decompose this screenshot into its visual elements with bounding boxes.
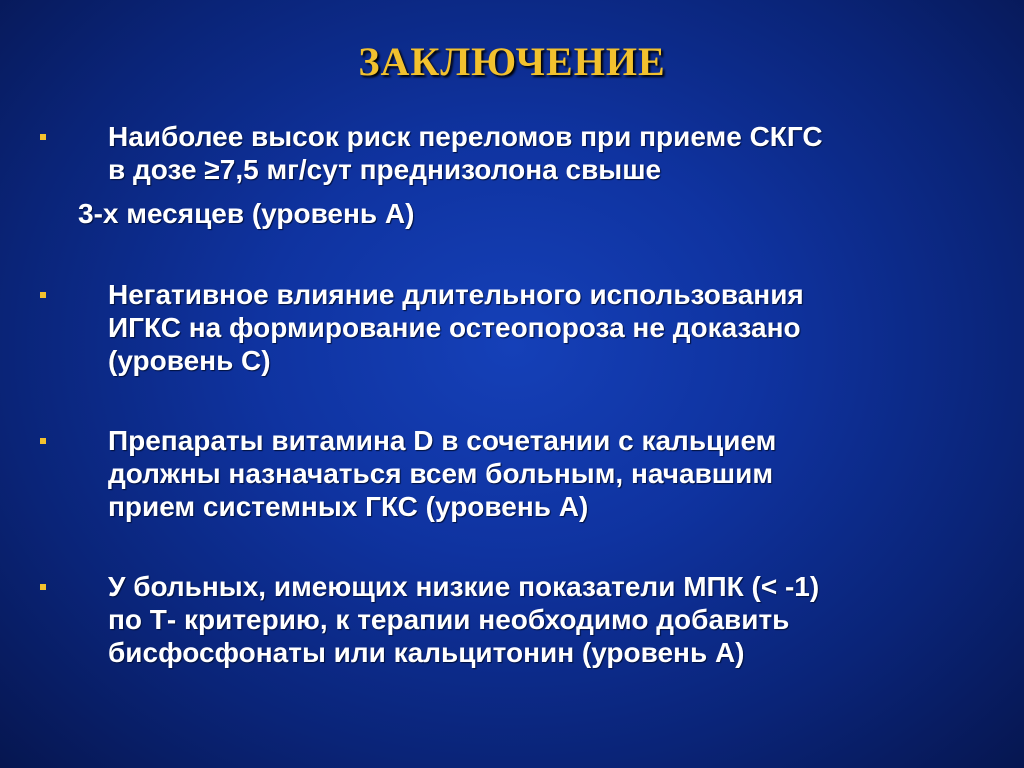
bullet-line: в дозе ≥7,5 мг/сут преднизолона свыше	[108, 154, 662, 185]
bullet-marker-icon	[40, 134, 46, 140]
bullet-line: 3-х месяцев (уровень А)	[78, 198, 415, 229]
bullet-item-2	[108, 278, 988, 377]
bullet-line: У больных, имеющих низкие показатели МПК (< -1)	[108, 571, 820, 602]
bullet-line: должны назначаться всем больным, начавшим	[108, 458, 774, 489]
bullet-item-4	[108, 570, 988, 669]
bullet-item-1	[78, 120, 988, 230]
bullet-marker-icon	[40, 438, 46, 444]
bullet-line: бисфосфонаты или кальцитонин (уровень А)	[108, 637, 745, 668]
bullet-line: прием системных ГКС (уровень А)	[108, 491, 589, 522]
bullet-marker-icon	[40, 584, 46, 590]
bullet-line: Наиболее высок риск переломов при приеме СКГС	[108, 121, 823, 152]
bullet-line: по Т- критерию, к терапии необходимо добавить	[108, 604, 790, 635]
bullet-line: Препараты витамина D в сочетании с кальцием	[108, 425, 777, 456]
slide-title: ЗАКЛЮЧЕНИЕ	[358, 39, 666, 84]
bullet-line: Негативное влияние длительного использования	[108, 279, 804, 310]
bullet-item-3	[108, 424, 988, 523]
bullet-marker-icon	[40, 292, 46, 298]
bullet-line: ИГКС на формирование остеопороза не доказано	[108, 312, 801, 343]
bullet-line: (уровень С)	[108, 345, 271, 376]
